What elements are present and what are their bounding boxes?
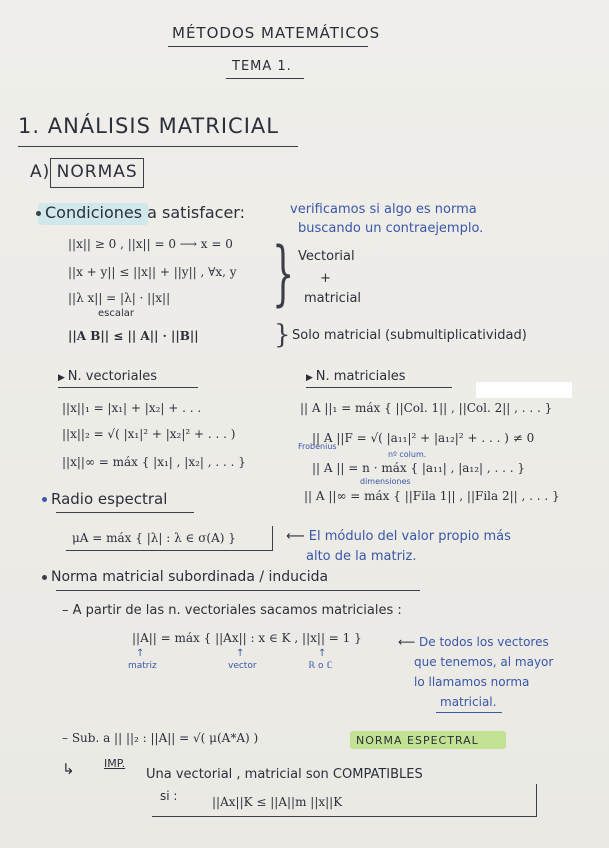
subordinate-note-3: lo llamamos norma — [414, 675, 530, 689]
section-underline — [18, 146, 298, 147]
spectral-norm-tag: NORMA ESPECTRAL — [356, 734, 479, 747]
condition-eq-4: ||A B|| ≤ || A|| · ||B|| — [68, 329, 199, 343]
frobenius-note-1: nº colum. — [388, 450, 427, 459]
arrow-matriz: ↑ — [136, 648, 145, 659]
imp-arrow: ↳ — [62, 760, 75, 778]
condition-eq-3: ||λ x|| = |λ| · ||x|| — [68, 291, 171, 305]
subordinate-underline — [56, 590, 420, 591]
brace-2: } — [274, 320, 291, 350]
vector-norms-title: ▶ N. vectoriales — [58, 369, 157, 384]
subordinate-note-1: ⟵ De todos los vectores — [398, 635, 549, 649]
vector-norms-underline — [58, 387, 198, 388]
normas-box — [50, 158, 144, 188]
subordinate-line: – A partir de las n. vectoriales sacamos matriciales : — [62, 603, 402, 618]
subtitle-underline — [226, 78, 304, 79]
imp-si: si : — [160, 789, 178, 803]
label-matriz: matriz — [128, 661, 157, 671]
imp-box — [152, 784, 537, 817]
frobenius-note-2: dimensiones — [360, 477, 411, 486]
matrix-norm-1: || A ||₁ = máx { ||Col. 1|| , ||Col. 2|| , . . . } — [300, 401, 553, 415]
vector-norm-2: ||x||₂ = √( |x₁|² + |x₂|² + . . . ) — [62, 427, 236, 441]
spectral-note-1: ⟵ El módulo del valor propio más — [286, 529, 511, 544]
spectral-radius-label: Radio espectral — [42, 492, 167, 507]
subsection-normas: A) NORMAS — [30, 162, 138, 182]
vector-norm-1: ||x||₁ = |x₁| + |x₂| + . . . — [62, 401, 202, 415]
matrix-norms-title: ▶ N. matriciales — [306, 369, 406, 384]
arrow-field: ↑ — [318, 648, 327, 659]
matrix-norm-frobenius: || A ||F = √( |a₁₁|² + |a₁₂|² + . . . ) ≠ 0 — [312, 431, 535, 445]
conditions-label: Condiciones a satisfacer: — [36, 205, 245, 221]
spectral-note-2: alto de la matriz. — [306, 549, 417, 564]
condition-eq-3-note: escalar — [98, 308, 135, 319]
spectral-radius-underline — [56, 512, 194, 513]
imp-eq: ||Ax||K ≤ ||A||m ||x||K — [212, 795, 343, 809]
conditions-note-2: buscando un contraejemplo. — [298, 221, 484, 236]
conditions-note-1: verificamos si algo es norma — [290, 202, 477, 217]
label-vector: vector — [228, 661, 257, 671]
imp-line: Una vectorial , matricial son COMPATIBLES — [146, 767, 423, 782]
spectral-radius-eq: μA = máx { |λ| : λ ∈ σ(A) } — [72, 531, 236, 545]
condition-eq-1: ||x|| ≥ 0 , ||x|| = 0 ⟶ x = 0 — [68, 237, 233, 251]
brace1-line3: matricial — [304, 291, 362, 306]
brace1-line1: Vectorial — [298, 249, 355, 264]
section-heading: 1. ANÁLISIS MATRICIAL — [18, 114, 279, 138]
condition-eq-2: ||x + y|| ≤ ||x|| + ||y|| , ∀x, y — [68, 265, 237, 279]
brace-1: } — [272, 232, 295, 314]
subordinate-note-4: matricial. — [440, 695, 497, 709]
spectral-norm-line: – Sub. a || ||₂ : ||A|| = √( μ(A*A) ) — [62, 731, 259, 745]
page-subtitle: TEMA 1. — [232, 59, 292, 74]
whiteout-patch — [476, 382, 572, 398]
arrow-vector: ↑ — [236, 648, 245, 659]
subordinate-note-2: que tenemos, al mayor — [414, 655, 554, 669]
imp-tag: IMP. — [104, 757, 126, 770]
title-underline — [168, 46, 368, 47]
subordinate-eq: ||A|| = máx { ||Ax|| : x ∈ K , ||x|| = 1 } — [132, 631, 362, 645]
matrix-norm-inf: || A ||∞ = máx { ||Fila 1|| , ||Fila 2|| , . . . } — [304, 489, 560, 503]
matrix-norms-underline — [306, 387, 452, 388]
label-field: ℝ o ℂ — [308, 661, 333, 671]
page-title: MÉTODOS MATEMÁTICOS — [172, 24, 381, 42]
subordinate-label: Norma matricial subordinada / inducida — [42, 570, 328, 584]
frobenius-label: Frobenius — [298, 442, 337, 451]
subordinate-note-underline — [436, 712, 502, 713]
matrix-norm-n-max: || A || = n · máx { |a₁₁| , |a₁₂| , . . . } — [312, 461, 526, 475]
brace2-text: Solo matricial (submultiplicatividad) — [292, 328, 527, 343]
brace1-line2: + — [320, 271, 331, 286]
vector-norm-inf: ||x||∞ = máx { |x₁| , |x₂| , . . . } — [62, 455, 246, 469]
